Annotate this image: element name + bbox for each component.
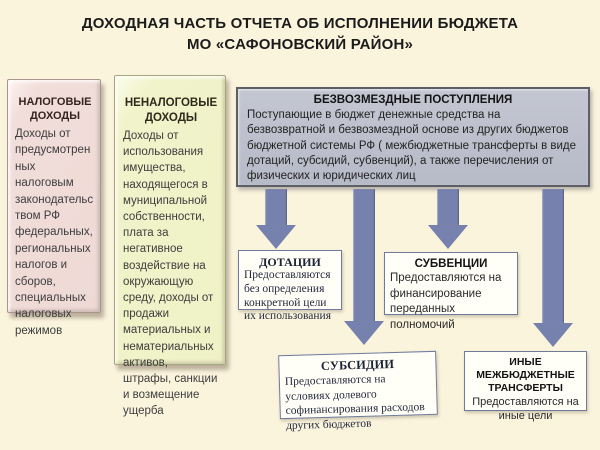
arrow-head-icon (344, 321, 384, 345)
arrow-head-icon (533, 323, 573, 347)
box-dotations-body: Предоставляются без определения конкретной цели их использования (244, 269, 331, 323)
box-other-transfers-title: ИНЫЕ МЕЖБЮДЖЕТНЫЕ ТРАНСФЕРТЫ (476, 356, 575, 394)
arrow-to-subventions (428, 189, 468, 249)
arrow-head-icon (428, 225, 468, 249)
box-gratuitous-receipts-body: Поступающие в бюджет денежные средства на безвозвратной и безвозмездной основе из других бюджетов бюджетной системы РФ ( межбюджетные трансферты в виде дотаций, субсидий, субвенций), а также перечисления от физических и юридических лиц (247, 109, 577, 183)
box-nontax-revenues-body: Доходы от использования имущества, находящегося в муниципальной собственности, плата за негативное воздействие на окружающую среду, доходы от продажи материальных и нематериальных активов, штрафы, санкции и возмещение ущерба (123, 130, 218, 418)
arrow-shaft (265, 189, 287, 225)
arrow-head-icon (256, 225, 296, 249)
arrow-shaft (353, 189, 375, 321)
box-other-transfers (464, 351, 587, 422)
box-other-transfers-body: Предоставляются на иные цели (472, 396, 579, 422)
box-subventions-title: СУБВЕНЦИИ (414, 258, 488, 270)
box-nontax-revenues (114, 75, 226, 418)
arrow-shaft (437, 189, 459, 225)
arrow-shaft (542, 189, 564, 323)
box-subsidies (278, 351, 438, 432)
box-dotations-title: ДОТАЦИИ (259, 255, 321, 269)
box-gratuitous-receipts-title: БЕЗВОЗМЕЗДНЫЕ ПОСТУПЛЕНИЯ (313, 94, 513, 106)
box-subsidies-title: СУБСИДИИ (320, 356, 395, 374)
box-subventions-body: Предоставляются на финансирование переданных полномочий (390, 272, 502, 331)
box-subsidies-body: Предоставляются на условиях долевого софинансирования расходов других бюджетов (284, 373, 425, 432)
box-tax-revenues (7, 79, 101, 337)
box-dotations (238, 250, 342, 323)
box-tax-revenues-title: НАЛОГОВЫЕ ДОХОДЫ (18, 96, 92, 122)
box-subventions (384, 252, 518, 331)
page-title-line1: ДОХОДНАЯ ЧАСТЬ ОТЧЕТА ОБ ИСПОЛНЕНИИ БЮДЖЕТА (81, 15, 519, 32)
arrow-to-other-transfers (533, 189, 573, 347)
arrow-to-subsidies (344, 189, 384, 345)
box-tax-revenues-body: Доходы от предусмотренных налоговым законодательством РФ федеральных, региональных налогов и сборов, специальных налоговых режимов (15, 128, 94, 337)
arrow-to-dotations (256, 189, 296, 249)
page-title-line2: МО «САФОНОВСКИЙ РАЙОН» (186, 36, 414, 53)
page-title (0, 13, 600, 55)
box-nontax-revenues-title: НЕНАЛОГОВЫЕ ДОХОДЫ (124, 97, 218, 124)
box-gratuitous-receipts (236, 87, 590, 187)
